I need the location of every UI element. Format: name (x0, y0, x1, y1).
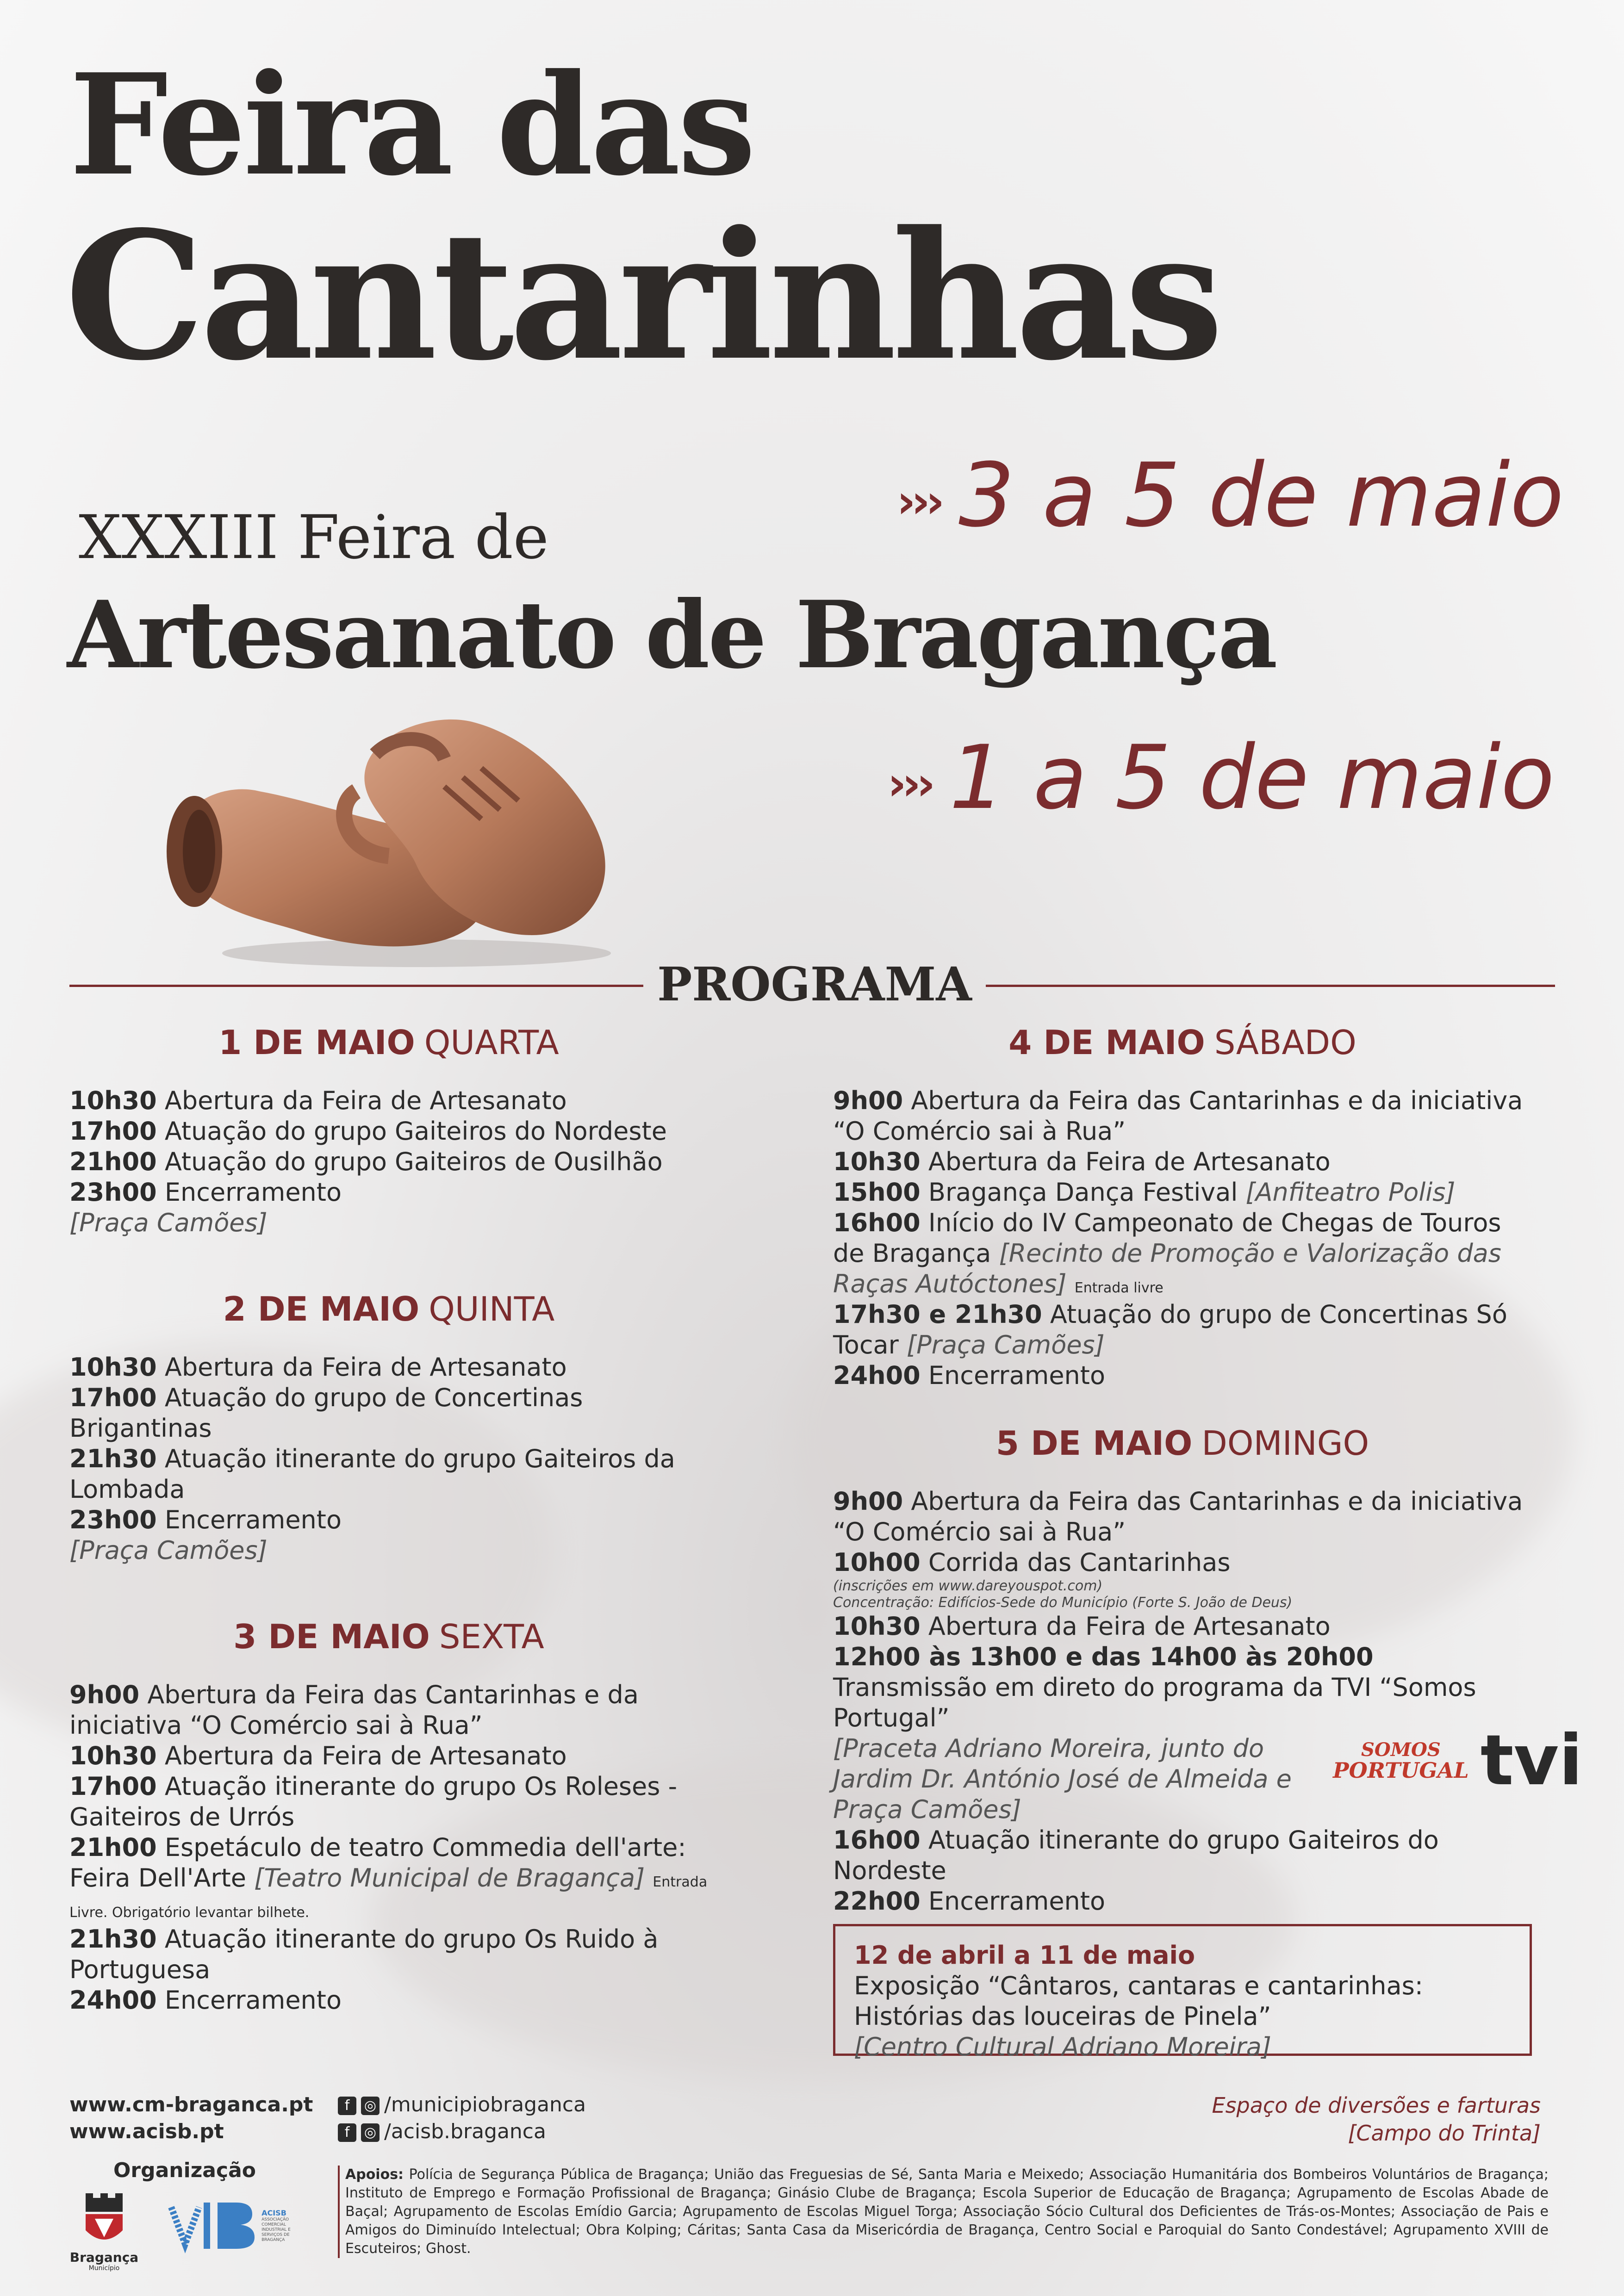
event-text: Encerramento (164, 1178, 342, 1207)
event-time: 16h00 (833, 1208, 921, 1237)
website-links (69, 2091, 313, 2145)
event-time: 10h30 (69, 1353, 157, 1382)
event (69, 1177, 708, 1208)
event-text: Corrida das Cantarinhas (928, 1548, 1231, 1577)
event (69, 1505, 708, 1535)
divider-left (69, 985, 643, 987)
exhibition-box (833, 1924, 1532, 2061)
event-time: 17h00 (69, 1117, 157, 1146)
day-heading (69, 1023, 708, 1062)
organization-label: Organização (113, 2159, 256, 2182)
event-time: 10h30 (833, 1612, 921, 1641)
acisb-text (261, 2209, 308, 2243)
event-text: Encerramento (928, 1886, 1105, 1916)
event-time: 9h00 (69, 1680, 140, 1709)
tvi-logo: tvi (1480, 1720, 1583, 1801)
event (69, 1771, 708, 1832)
event-time: 10h00 (833, 1548, 921, 1577)
event-time: 23h00 (69, 1505, 157, 1534)
somos-logo-text: SOMOS (1361, 1739, 1441, 1761)
event (833, 1208, 1532, 1299)
social-link-acisb[interactable] (338, 2118, 586, 2145)
event-time: 9h00 (833, 1487, 903, 1516)
clay-jugs-image (157, 713, 643, 972)
day-heading (69, 1290, 708, 1328)
day-block-1 (69, 1023, 708, 1238)
social-links (338, 2091, 586, 2145)
event-text: Atuação itinerante do grupo Gaiteiros do Nordeste (833, 1825, 1439, 1885)
event (69, 1383, 708, 1444)
event-location: [Recinto de Promoção e Valorização das Raças Autóctones] (833, 1239, 1501, 1298)
event-time: 9h00 (833, 1086, 903, 1115)
title-line1: Feira das (69, 43, 753, 206)
supporters (338, 2166, 1549, 2258)
subtitle-line1: XXXIII Feira de (79, 502, 549, 572)
event (69, 1832, 708, 1924)
day-weekday: DOMINGO (1201, 1424, 1369, 1463)
subtitle-line2: Artesanato de Bragança (67, 581, 1276, 689)
event-note: Entrada Livre. Obrigatório levantar bilhete. (69, 1874, 708, 1921)
event-text: Atuação do grupo Gaiteiros de Ousilhão (164, 1147, 663, 1176)
event-text: Espetáculo de teatro Commedia dell'arte: Feira Dell'Arte (69, 1833, 686, 1893)
event-text: Encerramento (928, 1361, 1105, 1390)
supporters-text: Polícia de Segurança Pública de Bragança; União das Freguesias de Sé, Santa Maria e Meixedo; Associação Humanitária dos Bombeiros Voluntários de Bragança; Instituto de Emprego e Formação Profissional de Bragança; Ginásio Clube de Bragança; Escola Superior de Educação de Bragança; Agrupamento de Escolas Abade de Baçal; Agrupamento de Escolas Emídio Garcia; Agrupamento de Escolas Miguel Torga; Associação Sócio Cultural dos Deficientes de Trás-os-Montes; Associação de Pais e Amigos do Diminuído Intelectual; Obra Kolping; Cáritas; Santa Casa da Misericórdia de Bragança, Centro Social e Paroquial do Santo Condestável; Agrupamento XVIII de Escuteiros; Ghost. (345, 2166, 1549, 2257)
acisb-mark-icon (167, 2198, 259, 2253)
acisb-logo (167, 2198, 315, 2253)
event (69, 1086, 708, 1116)
event-text: Abertura da Feira das Cantarinhas e da iniciativa “O Comércio sai à Rua” (833, 1487, 1523, 1546)
event-time: 24h00 (69, 1986, 157, 2015)
event (69, 1147, 708, 1177)
event (69, 1985, 708, 2016)
instagram-icon: ◎ (361, 2123, 380, 2142)
portugal-logo-text: PORTUGAL (1333, 1758, 1469, 1783)
event-location: [Praça Camões] (907, 1330, 1105, 1359)
fairground-info (1212, 2091, 1541, 2147)
event-text: Abertura da Feira das Cantarinhas e da iniciativa “O Comércio sai à Rua” (69, 1680, 639, 1740)
day-block-5 (833, 1424, 1532, 1917)
braganca-logo (69, 2193, 139, 2272)
event-time: 21h00 (69, 1147, 157, 1176)
braganca-logo-subtext: Município (88, 2265, 120, 2272)
cantarinhas-dates-text: 3 a 5 de maio (958, 444, 1564, 546)
event-note: Entrada livre (1074, 1280, 1164, 1296)
event-text: Atuação do grupo de Concertinas Brigantinas (69, 1383, 583, 1443)
event (833, 1086, 1532, 1147)
somos-portugal-logo (1333, 1740, 1469, 1781)
event-time: 23h00 (69, 1178, 157, 1207)
day-weekday: QUINTA (429, 1290, 555, 1328)
exhibition-title: Exposição “Cântaros, cantaras e cantarinhas: Histórias das louceiras de Pinela” (854, 1971, 1423, 2031)
day-heading (69, 1617, 708, 1656)
divider-right (986, 985, 1555, 987)
event-location: [Teatro Municipal de Bragança] (254, 1863, 645, 1893)
event-location: [Anfiteatro Polis] (1245, 1178, 1456, 1207)
event-text: Atuação do grupo de Concertinas Só Tocar (833, 1300, 1507, 1359)
social-handle: /acisb.braganca (384, 2120, 546, 2143)
event (69, 1924, 708, 1985)
day-heading (833, 1023, 1532, 1062)
event-text: Início do IV Campeonato de Chegas de Touros de Bragança (833, 1208, 1501, 1268)
title-line2: Cantarinhas (65, 192, 1219, 399)
event-time: 21h00 (69, 1833, 157, 1862)
event (833, 1886, 1532, 1917)
fairground-location: [Campo do Trinta] (1348, 2121, 1541, 2146)
day-date: 5 DE MAIO (996, 1424, 1193, 1463)
artesanato-dates-text: 1 a 5 de maio (949, 726, 1555, 829)
event-time: 12h00 às 13h00 e das 14h00 às 20h00 (833, 1642, 1374, 1671)
acisb-logo-subtext: ASSOCIAÇÃO COMERCIAL INDUSTRIAL E SERVIÇOS DE BRAGANÇA (261, 2217, 291, 2242)
programa-heading: PROGRAMA (657, 957, 972, 1011)
event-text: Atuação itinerante do grupo Os Roleses - Gaiteiros de Urrós (69, 1772, 678, 1831)
event (69, 1116, 708, 1147)
tv-logos (1333, 1720, 1583, 1801)
event-time: 10h30 (69, 1741, 157, 1770)
event (833, 1486, 1532, 1547)
event-location: [Praça Camões] (69, 1208, 268, 1237)
day-date: 1 DE MAIO (218, 1023, 415, 1062)
day-weekday: SEXTA (439, 1617, 544, 1656)
facebook-icon: f (338, 2097, 356, 2115)
artesanato-dates (888, 726, 1555, 829)
event-time: 17h00 (69, 1383, 157, 1412)
event-subnote: (inscrições em www.dareyouspot.com) (833, 1578, 1103, 1594)
event-text: Atuação itinerante do grupo Gaiteiros da Lombada (69, 1444, 675, 1504)
event-time: 16h00 (833, 1825, 921, 1855)
event (69, 1444, 708, 1505)
event (833, 1360, 1532, 1391)
day-date: 2 DE MAIO (223, 1290, 420, 1328)
day-block-4 (833, 1023, 1532, 1391)
arrows-icon: ››› (887, 757, 931, 811)
day-block-2 (69, 1290, 708, 1566)
day-date: 3 DE MAIO (233, 1617, 430, 1656)
event-time: 22h00 (833, 1886, 921, 1916)
event-text: Abertura da Feira das Cantarinhas e da iniciativa “O Comércio sai à Rua” (833, 1086, 1523, 1146)
event-text: Abertura da Feira de Artesanato (928, 1147, 1331, 1176)
program-column-left (69, 1023, 708, 2071)
day-date: 4 DE MAIO (1008, 1023, 1205, 1062)
event-time: 15h00 (833, 1178, 921, 1207)
event-text: Abertura da Feira de Artesanato (164, 1353, 567, 1382)
event-text: Encerramento (164, 1505, 342, 1534)
social-handle: /municipiobraganca (384, 2093, 586, 2116)
event-time: 17h30 e 21h30 (833, 1300, 1042, 1329)
facebook-icon: f (338, 2123, 356, 2142)
day-weekday: SÁBADO (1214, 1023, 1356, 1062)
day-weekday: QUARTA (424, 1023, 559, 1062)
event-text: Bragança Dança Festival (928, 1178, 1238, 1207)
event (833, 1611, 1532, 1642)
event-text: Abertura da Feira de Artesanato (164, 1086, 567, 1115)
fairground-title: Espaço de diversões e farturas (1212, 2093, 1541, 2118)
event (69, 1352, 708, 1383)
instagram-icon: ◎ (361, 2097, 380, 2115)
day-block-3 (69, 1617, 708, 2016)
braganca-crest-icon (79, 2193, 130, 2249)
event-time: 21h30 (69, 1444, 157, 1473)
website-link-municipio[interactable]: www.cm-braganca.pt (69, 2093, 313, 2116)
cantarinhas-dates (897, 444, 1564, 546)
event-text: Atuação do grupo Gaiteiros do Nordeste (164, 1117, 667, 1146)
braganca-logo-text: Bragança (69, 2250, 139, 2265)
event-location: [Praça Camões] (69, 1536, 268, 1565)
event (833, 1825, 1532, 1886)
event (69, 1680, 708, 1741)
event-subnote: Concentração: Edifícios-Sede do Município (Forte S. João de Deus) (833, 1595, 1293, 1611)
event-text: Atuação itinerante do grupo Os Ruido à Portuguesa (69, 1924, 659, 1984)
event-time: 10h30 (69, 1086, 157, 1115)
event (69, 1741, 708, 1771)
exhibition-location: [Centro Cultural Adriano Moreira] (854, 2032, 1271, 2061)
event-text: Abertura da Feira de Artesanato (164, 1741, 567, 1770)
event (833, 1299, 1532, 1360)
website-link-acisb[interactable]: www.acisb.pt (69, 2120, 224, 2143)
event (833, 1642, 1532, 1733)
exhibition-dates: 12 de abril a 11 de maio (854, 1941, 1195, 1970)
day-heading (833, 1424, 1532, 1463)
event (833, 1177, 1532, 1208)
event (833, 1147, 1532, 1177)
social-link-municipio[interactable] (338, 2091, 586, 2118)
supporters-label: Apoios: (345, 2166, 404, 2183)
arrows-icon: ››› (896, 474, 940, 529)
event-time: 21h30 (69, 1924, 157, 1954)
event-time: 10h30 (833, 1147, 921, 1176)
event-location: [Praceta Adriano Moreira, junto do Jardim Dr. António José de Almeida e Praça Camões] (833, 1734, 1292, 1824)
acisb-logo-text: ACISB (261, 2209, 286, 2217)
event-text: Encerramento (164, 1986, 342, 2015)
event-text: Transmissão em direto do programa da TVI “Somos Portugal” (833, 1673, 1476, 1732)
event (833, 1547, 1532, 1578)
event-time: 17h00 (69, 1772, 157, 1801)
event-text: Abertura da Feira de Artesanato (928, 1612, 1331, 1641)
event-time: 24h00 (833, 1361, 921, 1390)
